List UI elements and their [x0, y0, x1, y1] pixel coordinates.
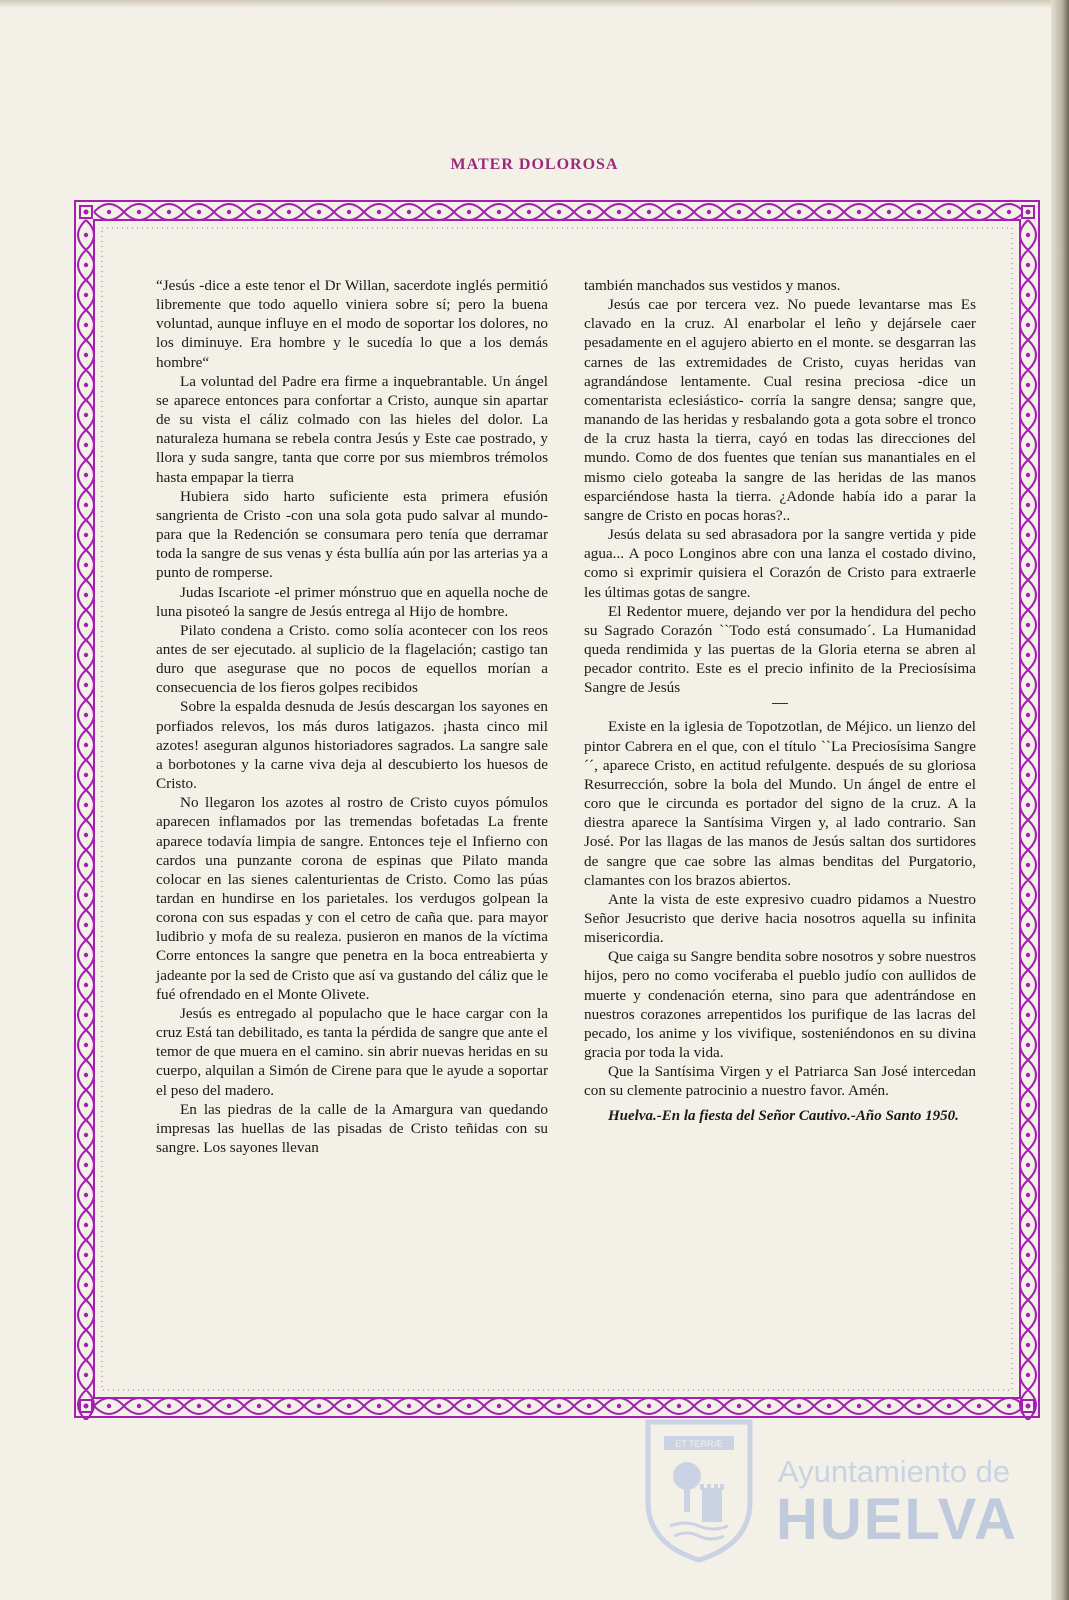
article-paragraph: “Jesús -dice a este tenor el Dr Willan, sacerdote inglés permitió libremente que todo aquello viniera sobre sí; pero la buena voluntad, aunque influye en el modo de soportar los dolores, no los diminuye. Era hombre y le sucedía lo que a los demás hombre“	[156, 277, 548, 371]
page-edge-top	[0, 0, 1069, 8]
article-column-right	[584, 276, 976, 1126]
huelva-shield-icon	[640, 1414, 758, 1564]
article-column-left	[156, 276, 548, 1157]
article-paragraph: En las piedras de la calle de la Amargura van quedando impresas las huellas de las pisadas de Cristo teñidas con su sangre. Los sayones llevan	[156, 1100, 548, 1157]
article-paragraph: La voluntad del Padre era firme a inquebrantable. Un ángel se aparece entonces para confortar a Cristo, aunque sin apartar de su vista el cáliz colmado con las hieles del dolor. La naturaleza humana se rebela contra Jesús y Este cae postrado, y llora y suda sangre, tanta que corre por sus miembros trémolos hasta empapar la tierra	[156, 372, 548, 486]
page-header-title: MATER DOLOROSA	[450, 156, 619, 173]
article-signature: Huelva.-En la fiesta del Señor Cautivo.-Año Santo 1950.	[608, 1107, 959, 1124]
article-paragraph: también manchados sus vestidos y manos.	[584, 277, 841, 294]
article-paragraph: Hubiera sido harto suficiente esta primera efusión sangrienta de Cristo -con una sola gota pudo salvar al mundo- para que la Redención se consumara pero tenía que derramar toda la sangre de sus venas y ésta bullía aún por las arterias ya a punto de romperse.	[156, 487, 548, 582]
article-paragraph: Jesús es entregado al populacho que le hace cargar con la cruz Está tan debilitado, es tanta la pérdida de sangre que ante el temor de que muera en el camino. sin abrir nuevas heridas en su cuerpo, alquilan a Simón de Cirene para que le ayude a soportar el peso del madero.	[156, 1004, 548, 1099]
watermark-line1: Ayuntamiento de	[778, 1454, 1011, 1489]
article-paragraph: Que la Santísima Virgen y el Patriarca San José intercedan con su clemente patrocinio a nuestro favor. Amén.	[584, 1063, 976, 1100]
article-paragraph: Judas Iscariote -el primer mónstruo que en aquella noche de luna pisoteó la sangre de Jesús entrega al Hijo de hombre.	[156, 583, 548, 620]
article-paragraph: Pilato condena a Cristo. como solía acontecer con los reos antes de ser ejecutado. al suplicio de la flagelación; castigo tan duro que asegurase que no pocos de equellos morían a consecuencia de los fieros golpes recibidos	[156, 621, 548, 697]
article-paragraph: Sobre la espalda desnuda de Jesús descargan los sayones en porfiados relevos, los más duros latigazos. ¡hasta cinco mil azotes! aseguran algunos historiadores sagrados. La sangre sale a borbotones y la carne viva deja al descubierto los huesos de Cristo.	[156, 698, 548, 793]
ayuntamiento-huelva-watermark	[640, 1400, 1018, 1570]
article-column-right-part2	[584, 717, 976, 1100]
article-paragraph: Que caiga su Sangre bendita sobre nosotros y sobre nuestros hijos, pero no como vociferaba el pueblo judío con aullidos de muerte y condenación eterna, sino para que adentrándose en nuestros corazones arrepentidos los purifique de las lacras del pecado, los anime y los vivifique, sosteniéndonos en su divina gracia por toda la vida.	[584, 948, 976, 1062]
article-paragraph: Jesús delata su sed abrasadora por la sangre vertida y pide agua... A poco Longinos abre con una lanza el costado divino, como si exprimir quisiera el Corazón de Cristo para extraerle les últimas gotas de sangre.	[584, 526, 976, 601]
article-paragraph: El Redentor muere, dejando ver por la hendidura del pecho su Sagrado Corazón ``Todo está consumado´. La Humanidad queda rendimida y las puertas de la Gloria eterna se abren al pecador contrito. Este es el precio infinito de la Preciosísima Sangre de Jesús	[584, 602, 976, 697]
article-paragraph: Jesús cae por tercera vez. No puede levantarse mas Es clavado en la cruz. Al enarbolar el leño y dejársele caer pesadamente en el agujero abierto en el monte. se desgarran las carnes de las extremidades de Cristo, cuyas heridas van agrandándose lentamente. Cual resina preciosa -dice un comentarista eclesiástico- corría la sangre densa; sangre que, manando de las heridas y resbalando gota a gota sobre el tronco de la cruz hasta la tierra, cayó en todas las direcciones del mundo. Como de dos fuentes que tenían sus manantiales en el mismo cielo goteaba la sangre de las heridas de las manos esparciéndose hasta la tierra. ¿Adonde había ido a parar la sangre de Cristo en pocas horas?..	[584, 296, 976, 524]
page-edge-right	[1051, 0, 1069, 1600]
watermark-line2: HUELVA	[776, 1487, 1018, 1552]
article-paragraph: No llegaron los azotes al rostro de Cristo cuyos pómulos aparecen inflamados por las tremendas bofetadas La frente aparece todavía limpia de sangre. Entonces teje el Infierno con cardos una punzante corona de espinas que Pilato manda colocar en las sienes calenturientas de Cristo. Como las púas tardan en hundirse en los parietales. los verdugos golpean la corona con sus espadas y con el cetro de caña que. para mayor ludibrio y mofa de su realeza. pusieron en manos de la víctima Corre entonces la sangre que penetra en la boca entreabierta y jadeante por la sed de Cristo que así va gustando del cáliz que le fué ofrendado en el Monte Olivete.	[156, 794, 548, 1003]
article-column-right-part1	[584, 276, 976, 697]
section-separator	[772, 703, 788, 704]
article-paragraph: Existe en la iglesia de Topotzotlan, de Méjico. un lienzo del pintor Cabrera en el que, con el título ``La Preciosísima Sangre´´, aparece Cristo, en actitud refulgente. después de su gloriosa Resurrección, sobre la bola del Mundo. Un ángel de entre el coro que le circunda es portador del signo de la cruz. A la diestra aparece la Santísima Virgen y, al lado contrario. San José. Por las llagas de las manos de Jesús saltan dos surtidores de sangre que cae sobre las almas benditas del Purgatorio, clamantes con los brazos abiertos.	[584, 718, 976, 889]
shield-text-top: ET TERRÆ	[675, 1439, 723, 1449]
article-paragraph: Ante la vista de este expresivo cuadro pidamos a Nuestro Señor Jesucristo que derive hacia nosotros aquella su infinita misericordia.	[584, 890, 976, 947]
article-body	[156, 276, 976, 1336]
